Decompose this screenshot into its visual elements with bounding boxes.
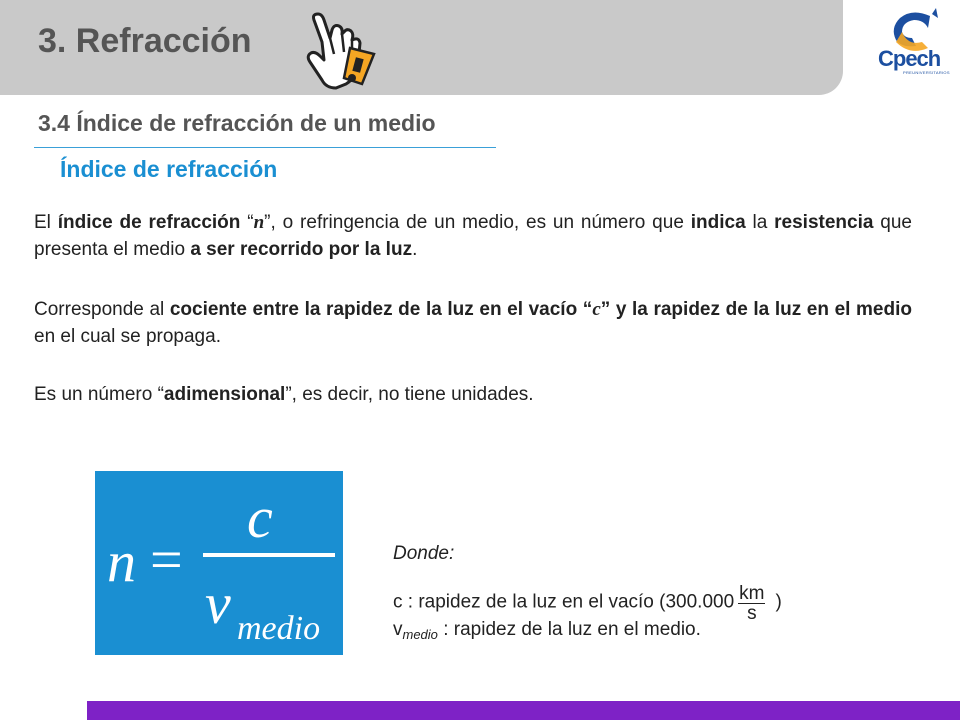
section-divider [34, 147, 496, 148]
logo-text: Cpech [878, 46, 941, 71]
formula-n: n [107, 529, 136, 594]
section-title: 3.4 Índice de refracción de un medio [38, 110, 436, 136]
paragraph-quotient: Corresponde al cociente entre la rapidez de la luz en el vacío “c” y la rapidez de la luz en el medio en el cual se propaga. [34, 299, 912, 347]
hand-pointer-icon [300, 12, 380, 100]
formula-denominator: v [205, 571, 231, 636]
unit-km-per-s: $\frac{km}{s}$ [739, 583, 765, 624]
formula-fraction-bar [203, 553, 335, 557]
legend-c: c : rapidez de la luz en el vacío (300.000 $\frac{km}{s}$ ) [393, 583, 782, 624]
logo-subtext: PREUNIVERSITARIOS [903, 70, 950, 75]
legend-donde: Donde: [393, 543, 455, 564]
footer-bar [87, 701, 960, 720]
paragraph-definition: El índice de refracción “n”, o refringencia de un medio, es un número que indica la resistencia que presenta el medio a ser recorrido por la luz. [34, 212, 913, 260]
refraction-formula [95, 471, 343, 655]
formula-denominator-sub: medio [237, 610, 321, 647]
page-title: 3. Refracción [38, 22, 252, 60]
legend-v: $v_{medio}$ : rapidez de la luz en el medio. [393, 619, 701, 642]
formula-box [95, 471, 343, 655]
subsection-title: Índice de refracción [60, 156, 278, 182]
formula-equals: = [150, 527, 183, 592]
formula-numerator: c [247, 485, 273, 550]
paragraph-dimensionless: Es un número “adimensional”, es decir, no tiene unidades. [34, 384, 534, 405]
